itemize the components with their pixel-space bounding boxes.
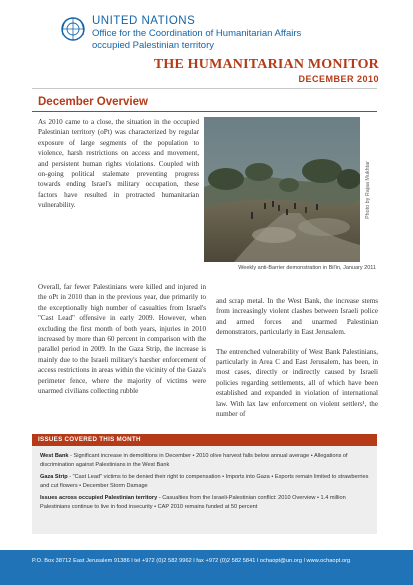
issue-text: - "Cast Lead" victims to be denied their right to compensation • Imports into Gaza • Exports remain limited to strawberries and cut flowers • December Storm Damage xyxy=(40,474,369,489)
photo-credit-text: Photo by Rajaa Mukhtar xyxy=(365,160,371,219)
photo-caption: Weekly anti-Barrier demonstration in Bil'in, January 2011 xyxy=(238,265,376,271)
issue-label: West Bank xyxy=(40,453,69,459)
section-divider xyxy=(32,111,377,112)
issue-text: - Casualties from the Israeli-Palestinian conflict: 2010 Overview • 1.4 million Palestinians continue to live in food insecurity • CAP 2010 remains funded at 50 percent xyxy=(40,495,346,510)
office-line-2: occupied Palestinian territory xyxy=(92,40,214,51)
issue-text: - Significant increase in demolitions in December • 2010 olive harvest falls below annual average • Allegations of discrimination against Palestinians in the West Bank xyxy=(40,453,348,468)
issue-item-west-bank[interactable] xyxy=(32,452,377,469)
issue-item-opt[interactable] xyxy=(32,494,377,511)
office-line-1: Office for the Coordination of Humanitarian Affairs xyxy=(92,28,302,39)
section-title: December Overview xyxy=(38,96,148,108)
masthead xyxy=(154,57,379,84)
issue-item-gaza-strip[interactable] xyxy=(32,473,377,490)
issue-label: Issues across occupied Palestinian territory xyxy=(40,495,158,502)
publication-title: THE HUMANITARIAN MONITOR xyxy=(153,57,379,72)
organization-block xyxy=(92,15,402,52)
cover-photo xyxy=(204,117,360,262)
masthead-divider xyxy=(32,88,377,89)
photo-credit xyxy=(362,117,374,262)
body-paragraph-4: The entrenched vulnerability of West Bank Palestinians, particularly in Area C and East Jerusalem, has been, in most cases, directly or indirectly caused by Israeli policies regarding settlements, all of which have been established and expanded in violation of international law. With lax law enforcement on violent settlers¹, the number of xyxy=(216,347,378,419)
footer xyxy=(0,550,413,585)
publication-date: DECEMBER 2010 xyxy=(298,74,379,84)
footer-contact: P.O. Box 38712 East Jerusalem 91386 l tel +972 (0)2 582 9962 l fax +972 (0)2 582 5841 l ochaopt@un.org l www.ochaopt.org xyxy=(32,558,351,564)
body-paragraph-3: and scrap metal. In the West Bank, the increase stems from increasingly violent clashes between Israeli police and armed forces and unarmed Palestinian demonstrators, particularly in East Jerusalem. xyxy=(216,297,378,337)
body-paragraph-1: As 2010 came to a close, the situation in the occupied Palestinian territory (oPt) was characterized by regular exposure of large segments of the population to violence, harsh restrictions on access and movement, and persistent human rights violations. Coupled with on-going political stalemate preventing progress towards ending Israel's military occupation, these factors have resulted in protracted humanitarian vulnerability. xyxy=(38,118,199,210)
issues-heading: ISSUES COVERED THIS MONTH xyxy=(32,434,377,446)
issue-label: Gaza Strip xyxy=(40,474,68,481)
header xyxy=(0,0,413,60)
org-name: UNITED NATIONS xyxy=(92,15,196,27)
un-emblem-icon xyxy=(58,14,88,44)
body-right-column xyxy=(216,296,378,419)
issues-covered-box xyxy=(32,434,377,534)
body-paragraph-2: Overall, far fewer Palestinians were killed and injured in the oPt in 2010 than in the previous year, due primarily to the exceptionally high number of casualties from Israel's "Cast Lead" offensive in early 2009. However, when excluding the first month of both years, injuries in 2010 increased by more than 60 percent in comparison with the parallel period in 2009. In the Gaza Strip, the increase is mainly due to the Israeli military's harsher enforcement of access restrictions in areas within the vicinity of the Gaza's perimeter fence, where the majority of victims were unarmed civilians collecting rubble xyxy=(38,283,206,396)
